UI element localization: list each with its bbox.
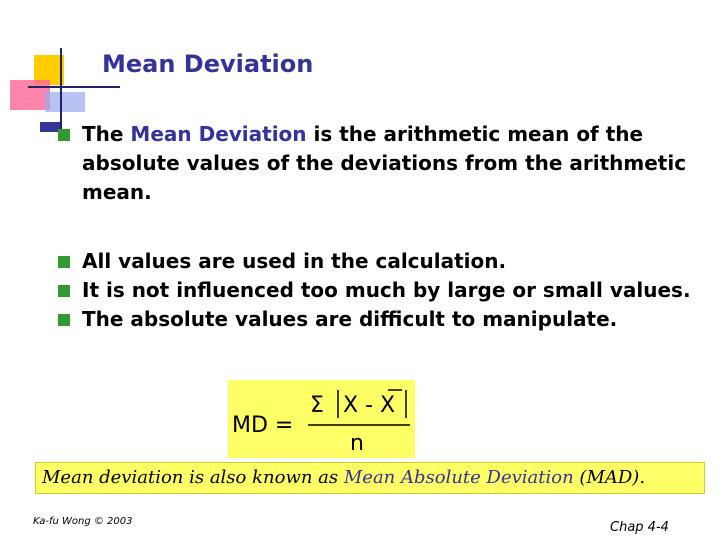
bullet-item <box>58 247 708 276</box>
bullet-highlight: Mean Deviation <box>130 122 307 146</box>
bullet-text: It is not influenced too much by large or small values. <box>82 278 691 302</box>
bullet-item <box>58 305 708 334</box>
note-text-post: (MAD). <box>573 467 646 488</box>
bullet-text: All values are used in the calculation. <box>82 249 507 273</box>
bullet-text-post: is the arithmetic mean of the absolute values of the deviations from the arithmetic mean. <box>82 122 687 204</box>
note-highlight: Mean Absolute Deviation <box>343 467 574 488</box>
formula-lhs: MD = <box>232 413 294 438</box>
note-box <box>35 462 705 494</box>
bullet-definition <box>58 120 708 207</box>
formula-box <box>228 380 415 458</box>
bullet-item <box>58 276 708 305</box>
bullet-list <box>58 120 708 334</box>
bullet-text: The absolute values are difficult to manipulate. <box>82 307 618 331</box>
bullet-marker-icon <box>58 256 70 268</box>
note-text-pre: Mean deviation is also known as <box>42 467 344 488</box>
bullet-spacer <box>58 207 708 247</box>
bullet-marker-icon <box>58 314 70 326</box>
bullet-marker-icon <box>58 129 70 141</box>
formula-numerator-expr: X - X <box>343 393 396 418</box>
footer-page-number: Chap 4-4 <box>610 520 669 535</box>
footer-author: Ka-fu Wong © 2003 <box>33 516 133 527</box>
formula-sigma: Σ <box>310 393 324 418</box>
formula-graphic <box>228 380 415 458</box>
formula-denominator: n <box>350 431 364 456</box>
bullet-marker-icon <box>58 285 70 297</box>
bullet-text-pre: The <box>82 122 131 146</box>
page-title: Mean Deviation <box>102 50 314 78</box>
